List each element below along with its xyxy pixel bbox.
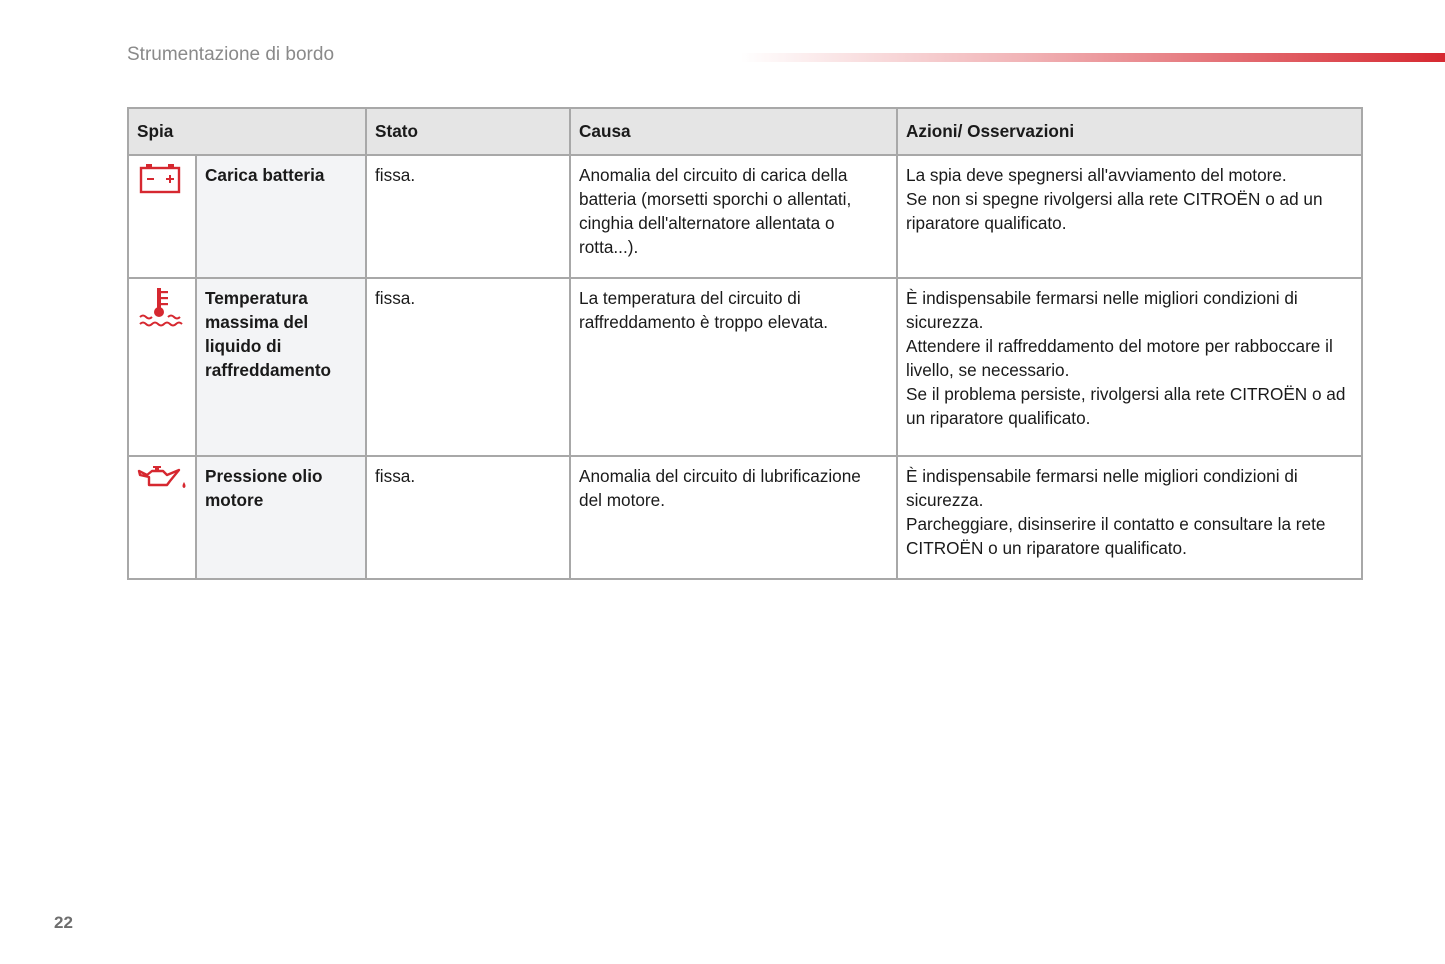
table-row [128, 155, 1362, 278]
azioni-cell [897, 155, 1362, 278]
causa-cell: Anomalia del circuito di carica della batteria (morsetti sporchi o allentati, cinghia dell'alternatore allentata o rotta...). [570, 155, 897, 278]
column-header-azioni: Azioni/ Osservazioni [897, 108, 1362, 155]
table-row [128, 278, 1362, 456]
icon-cell [128, 456, 196, 579]
azioni-line: È indispensabile fermarsi nelle migliori condizioni di sicurezza. [906, 466, 1298, 510]
azioni-line: La spia deve spegnersi all'avviamento del motore. [906, 165, 1287, 185]
causa-cell: Anomalia del circuito di lubrificazione del motore. [570, 456, 897, 579]
azioni-line: Parcheggiare, disinserire il contatto e consultare la rete CITROËN o un riparatore qualificato. [906, 514, 1326, 558]
stato-cell: fissa. [366, 155, 570, 278]
table-row [128, 456, 1362, 579]
warning-name: Temperatura massima del liquido di raffreddamento [196, 278, 366, 456]
azioni-line: Se non si spegne rivolgersi alla rete CITROËN o ad un riparatore qualificato. [906, 189, 1323, 233]
icon-cell [128, 155, 196, 278]
azioni-line: Se il problema persiste, rivolgersi alla rete CITROËN o ad un riparatore qualificato. [906, 384, 1346, 428]
column-header-spia: Spia [128, 108, 366, 155]
stato-cell: fissa. [366, 456, 570, 579]
icon-cell [128, 278, 196, 456]
causa-cell: La temperatura del circuito di raffreddamento è troppo elevata. [570, 278, 897, 456]
azioni-cell [897, 278, 1362, 456]
section-title: Strumentazione di bordo [127, 44, 335, 65]
stato-cell: fissa. [366, 278, 570, 456]
warning-lights-table [127, 107, 1363, 580]
column-header-stato: Stato [366, 108, 570, 155]
warning-name: Pressione olio motore [196, 456, 366, 579]
page-number: 22 [54, 913, 73, 932]
azioni-cell [897, 456, 1362, 579]
battery-icon [137, 163, 187, 195]
azioni-line: È indispensabile fermarsi nelle migliori condizioni di sicurezza. [906, 288, 1298, 332]
coolant-temperature-icon [137, 286, 187, 330]
azioni-line: Attendere il raffreddamento del motore per rabboccare il livello, se necessario. [906, 336, 1333, 380]
column-header-causa: Causa [570, 108, 897, 155]
table-header-row [128, 108, 1362, 155]
header-accent-bar [740, 53, 1445, 62]
warning-name: Carica batteria [196, 155, 366, 278]
oil-pressure-icon [137, 464, 187, 494]
